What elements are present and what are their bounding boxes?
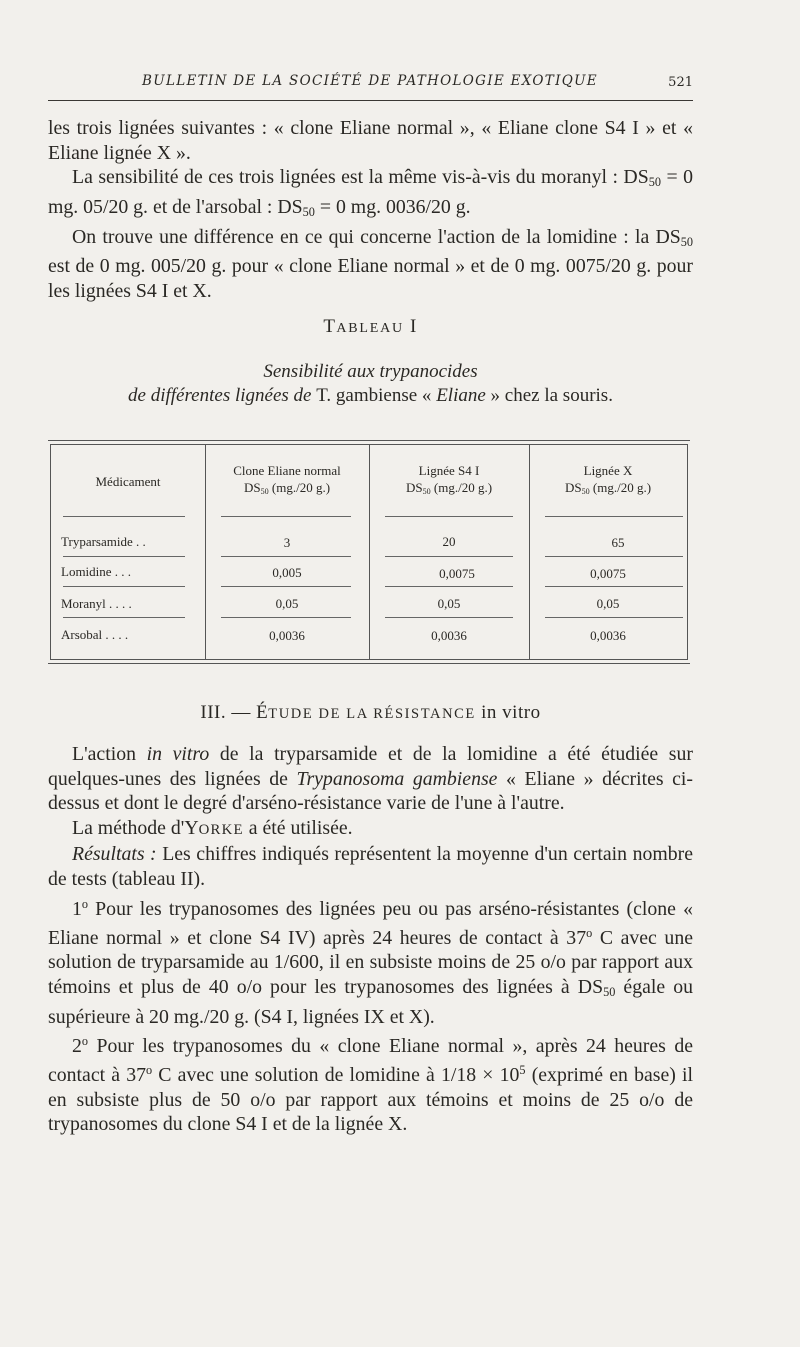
cell-moranyl-clone: 0,05	[275, 596, 299, 611]
header-lignee-x: Lignée X $DS_{50}$ (mg./20 g.)	[564, 463, 652, 496]
table-title: TABLEAU I	[323, 316, 418, 337]
row-label-moranyl: Moranyl . . . .	[61, 596, 132, 611]
table-row-divider	[221, 556, 351, 557]
table-row-divider	[545, 556, 683, 557]
table-row-divider	[545, 586, 683, 587]
results-paragraph-4: 1$^o$ Pour les trypanosomes des lignées peu ou pas arséno-résistantes (clone « Eliane normal » et clone S4 IV) après 24 heures de contact à 37$^o$ C avec une solution de tryparsamide au 1/600, il en subsiste moins de 25 o/o par rapport aux témoins et plus de 40 o/o pour les trypanosomes des lignées à $DS_{50}$ égale ou supérieure à 20 mg./20 g. (S4 I, lignées IX et X).	[48, 896, 693, 1028]
section-heading: III. — ÉTUDE DE LA RÉSISTANCE in vitro	[200, 702, 541, 723]
table-row-divider	[63, 516, 185, 517]
header-medicament: Médicament	[95, 474, 161, 489]
row-label-arsobal: Arsobal . . . .	[61, 627, 129, 642]
cell-lomidine-s4: 0,0075	[439, 566, 475, 581]
table-row-divider	[385, 516, 513, 517]
table-caption-line-1: Sensibilité aux trypanocides	[263, 361, 478, 382]
table-row-divider	[385, 586, 513, 587]
cell-arsobal-s4: 0,0036	[431, 628, 467, 643]
cell-tryparsamide-clone: 3	[283, 535, 291, 550]
results-text	[48, 742, 693, 1137]
header-clone-eliane-normal: Clone Eliane normal $DS_{50}$ (mg./20 g.)	[233, 463, 341, 496]
intro-text	[48, 116, 693, 303]
results-paragraph-5: 2$^o$ Pour les trypanosomes du « clone Eliane normal », après 24 heures de contact à 37$^o$ C avec une solution de lomidine à $1/18 \times 10^5$ (exprimé en base) il en subsiste plus de 50 o/o par rapport aux témoins et moins de 25 o/o de trypanosomes du clone S4 I et de la lignée X.	[48, 1034, 693, 1136]
table-caption	[48, 360, 693, 408]
cell-tryparsamide-s4: 20	[442, 534, 456, 549]
intro-paragraph-1: les trois lignées suivantes : « clone Eliane normal », « Eliane clone S4 I » et « Eliane lignée X ».	[48, 117, 693, 164]
header-lignee-s4-i: Lignée S4 I $DS_{50}$ (mg./20 g.)	[405, 463, 493, 496]
row-label-lomidine: Lomidine . . .	[61, 564, 132, 579]
data-table-frame	[50, 444, 688, 660]
row-label-tryparsamide: Tryparsamide . .	[61, 534, 146, 549]
cell-tryparsamide-x: 65	[611, 535, 625, 550]
data-table	[48, 440, 690, 664]
table-row-divider	[63, 586, 185, 587]
intro-paragraph-2: La sensibilité de ces trois lignées est la même vis-à-vis du moranyl : $DS_{50} = 0$ mg. 05/20 g. et de l'arsobal : $DS_{50} = 0$ mg. 0036/20 g.	[48, 166, 694, 219]
results-paragraph-2: La méthode d'YORKE a été utilisée.	[72, 816, 353, 839]
page-header	[48, 64, 693, 101]
cell-moranyl-s4: 0,05	[437, 596, 461, 611]
cell-lomidine-clone: 0,005	[272, 565, 302, 580]
cell-moranyl-x: 0,05	[596, 596, 620, 611]
intro-paragraph-3: On trouve une différence en ce qui concerne l'action de la lomidine : la $DS_{50}$ est de 0 mg. 005/20 g. pour « clone Eliane normal » et de 0 mg. 0075/20 g. pour les lignées S4 I et X.	[48, 225, 693, 302]
results-paragraph-1: L'action in vitro de la tryparsamide et de la lomidine a été étudiée sur quelques-unes des lignées de Trypanosoma gambiense « Eliane » décrites ci-dessus et dont le degré d'arséno-résistance varie de l'une à l'autre.	[48, 743, 694, 815]
table-row-divider	[63, 617, 185, 618]
table-caption-line-2: de différentes lignées de T. gambiense « Eliane » chez la souris.	[128, 385, 613, 406]
table-row-divider	[545, 617, 683, 618]
table-row-divider	[221, 586, 351, 587]
table-row-divider	[221, 617, 351, 618]
table-row-divider	[385, 617, 513, 618]
cell-arsobal-x: 0,0036	[590, 628, 626, 643]
results-paragraph-3: Résultats : Les chiffres indiqués représentent la moyenne d'un certain nombre de tests (tableau II).	[48, 843, 694, 890]
table-row-divider	[385, 556, 513, 557]
table-row-divider	[545, 516, 683, 517]
page-number: 521	[668, 75, 693, 90]
running-title: BULLETIN DE LA SOCIÉTÉ DE PATHOLOGIE EXOTIQUE	[142, 73, 598, 89]
table-row-divider	[221, 516, 351, 517]
cell-arsobal-clone: 0,0036	[269, 628, 305, 643]
cell-lomidine-x: 0,0075	[590, 566, 626, 581]
table-row-divider	[63, 556, 185, 557]
